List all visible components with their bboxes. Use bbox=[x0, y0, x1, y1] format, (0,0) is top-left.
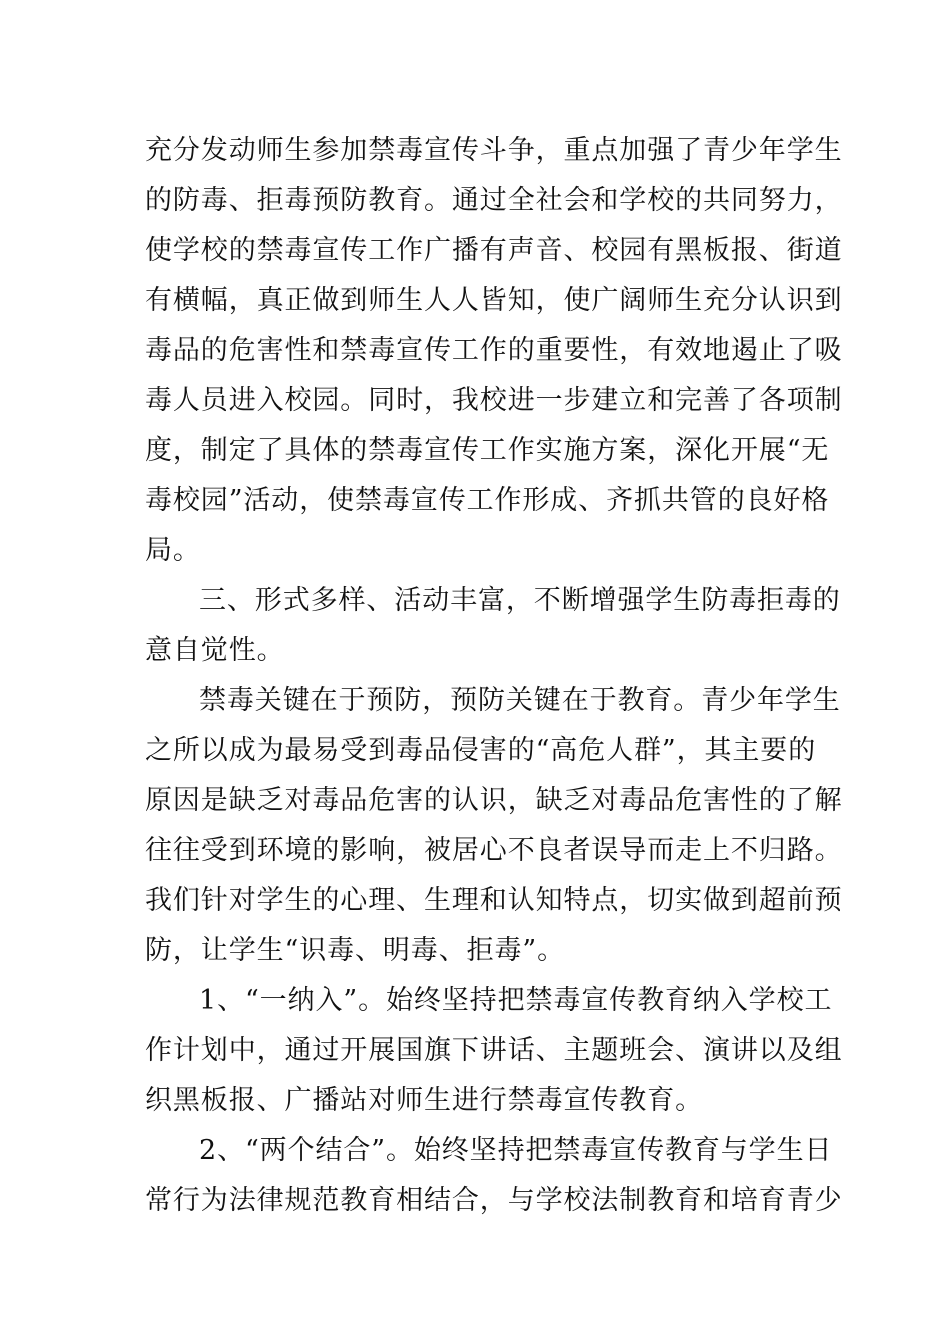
text-line: 作计划中，通过开展国旗下讲话、主题班会、演讲以及组 bbox=[145, 1035, 843, 1066]
document-body bbox=[145, 126, 843, 1226]
text-line: 织黑板报、广播站对师生进行禁毒宣传教育。 bbox=[145, 1085, 703, 1116]
text-line: 原因是缺乏对毒品危害的认识，缺乏对毒品危害性的了解 bbox=[145, 785, 843, 816]
text-line: 防，让学生“识毒、明毒、拒毒”。 bbox=[145, 935, 566, 966]
text-line: 往往受到环境的影响，被居心不良者误导而走上不归路。 bbox=[145, 835, 843, 866]
text-line: 度，制定了具体的禁毒宣传工作实施方案，深化开展“无 bbox=[145, 435, 830, 466]
text-line: 我们针对学生的心理、生理和认知特点，切实做到超前预 bbox=[145, 885, 843, 916]
text-line: 局。 bbox=[145, 535, 201, 566]
text-line: 的防毒、拒毒预防教育。通过全社会和学校的共同努力， bbox=[145, 185, 843, 216]
list-item-first-line: 2、“两个结合”。始终坚持把禁毒宣传教育与学生日 bbox=[199, 1135, 833, 1166]
text-line: 有横幅，真正做到师生人人皆知，使广阔师生充分认识到 bbox=[145, 285, 843, 316]
text-line: 毒品的危害性和禁毒宣传工作的重要性，有效地遏止了吸 bbox=[145, 335, 843, 366]
text-line: 毒校园”活动，使禁毒宣传工作形成、齐抓共管的良好格 bbox=[145, 485, 830, 516]
text-line: 意自觉性。 bbox=[145, 635, 285, 666]
text-line: 之所以成为最易受到毒品侵害的“高危人群”，其主要的 bbox=[145, 735, 817, 766]
text-line: 毒人员进入校园。同时，我校进一步建立和完善了各项制 bbox=[145, 385, 843, 416]
text-line: 常行为法律规范教育相结合，与学校法制教育和培育青少 bbox=[145, 1185, 843, 1216]
text-line: 使学校的禁毒宣传工作广播有声音、校园有黑板报、街道 bbox=[145, 235, 843, 266]
list-item-first-line: 1、“一纳入”。始终坚持把禁毒宣传教育纳入学校工 bbox=[199, 985, 833, 1016]
text-line: 充分发动师生参加禁毒宣传斗争，重点加强了青少年学生 bbox=[145, 135, 843, 166]
section-heading: 三、形式多样、活动丰富，不断增强学生防毒拒毒的 bbox=[199, 585, 841, 616]
paragraph-first-line: 禁毒关键在于预防，预防关键在于教育。青少年学生 bbox=[199, 685, 841, 716]
